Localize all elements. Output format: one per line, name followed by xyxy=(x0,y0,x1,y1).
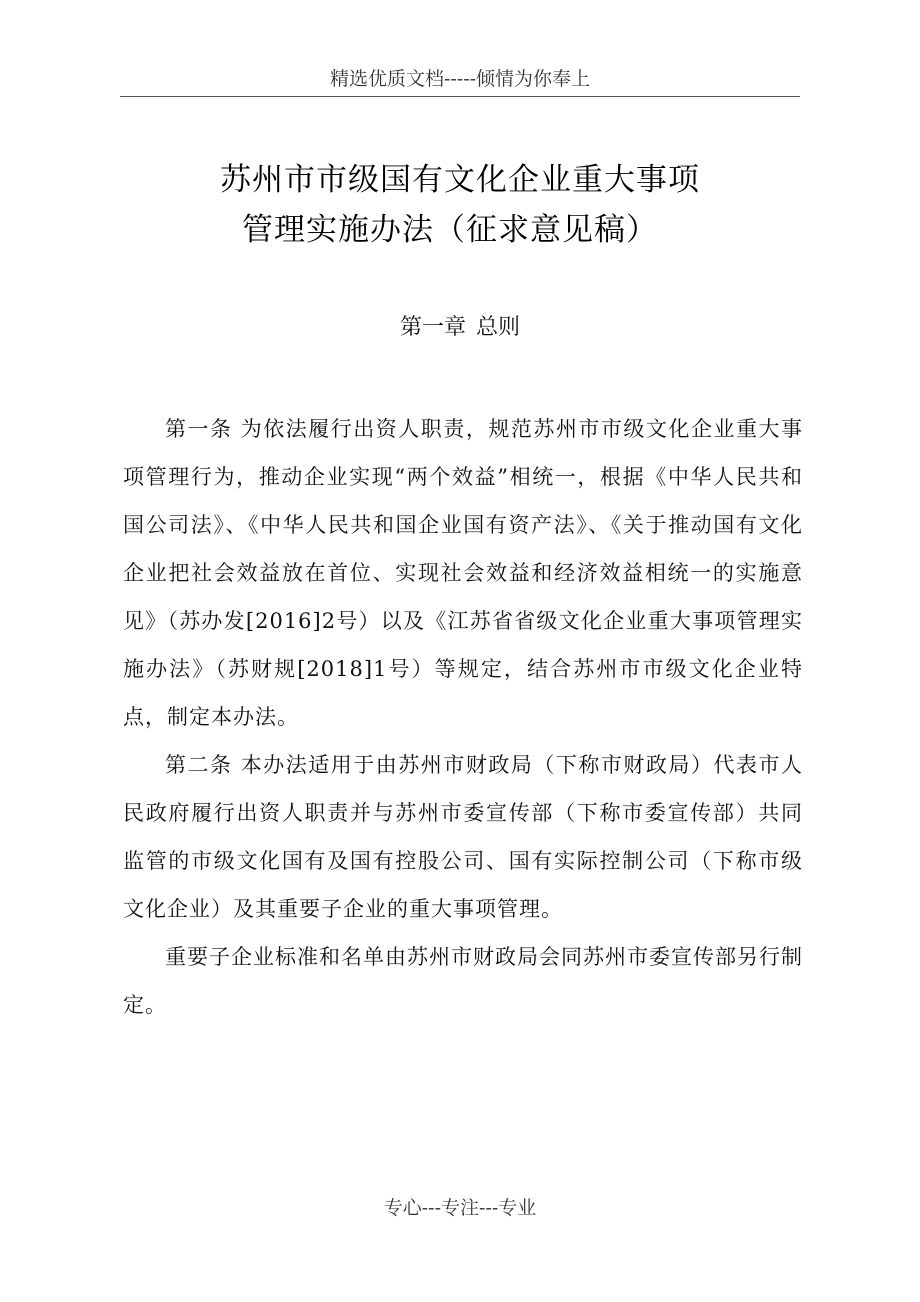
chapter-heading xyxy=(120,313,800,343)
document-title-line-1: 苏州市市级国有文化企业重大事项 xyxy=(220,162,700,198)
document-body xyxy=(123,405,803,1029)
chapter-number: 第一章 xyxy=(399,315,466,340)
article-1-paragraph: 第一条 为依法履行出资人职责，规范苏州市市级文化企业重大事项管理行为，推动企业实现“两个效益”相统一，根据《中华人民共和国公司法》、《中华人民共和国企业国有资产法》、《关于推动国有文化企业把社会效益放在首位、实现社会效益和经济效益相统一的实施意见》（苏办发[2016]2号）以及《江苏省省级文化企业重大事项管理实施办法》（苏财规[2018]1号）等规定，结合苏州市市级文化企业特点，制定本办法。 xyxy=(123,417,803,729)
page-header: 精选优质文档-----倾情为你奉上 xyxy=(120,66,800,97)
article-2-paragraph: 第二条 本办法适用于由苏州市财政局（下称市财政局）代表市人民政府履行出资人职责并与苏州市委宣传部（下称市委宣传部）共同监管的市级文化国有及国有控股公司、国有实际控制公司（下称市级文化企业）及其重要子企业的重大事项管理。 xyxy=(123,753,803,921)
article-2-supplement-paragraph: 重要子企业标准和名单由苏州市财政局会同苏州市委宣传部另行制定。 xyxy=(123,945,803,1017)
page-footer: 专心---专注---专业 xyxy=(383,1197,537,1219)
document-title-line-2: 管理实施办法（征求意见稿） xyxy=(242,212,658,248)
chapter-name: 总则 xyxy=(476,315,521,340)
